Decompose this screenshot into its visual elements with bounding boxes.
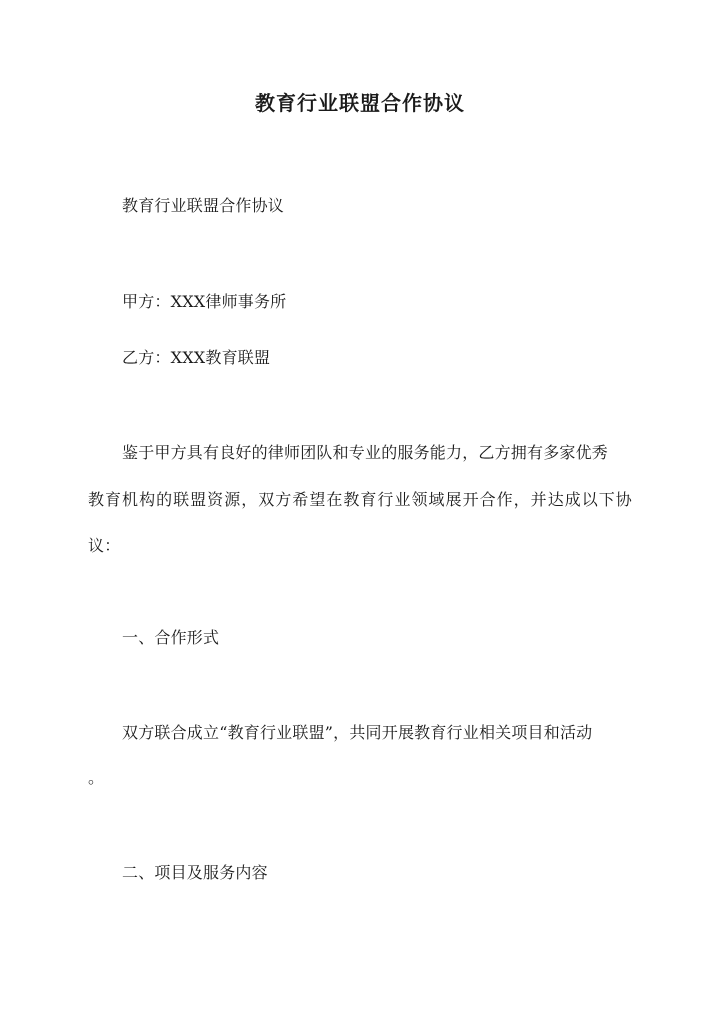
party-b-line: 乙方：XXX教育联盟 (122, 348, 271, 367)
section-1-body-line-1: 双方联合成立“教育行业联盟”，共同开展教育行业相关项目和活动 (122, 723, 593, 742)
party-a-line: 甲方：XXX律师事务所 (122, 292, 287, 311)
section-1-body-line-2: 。 (88, 768, 105, 787)
preamble-line-3: 议： (88, 536, 121, 555)
section-2-heading: 二、项目及服务内容 (122, 863, 268, 882)
agreement-name-line: 教育行业联盟合作协议 (122, 196, 285, 215)
preamble-line-1: 鉴于甲方具有良好的律师团队和专业的服务能力，乙方拥有多家优秀 (122, 443, 609, 462)
document-title: 教育行业联盟合作协议 (255, 91, 465, 115)
section-1-heading: 一、合作形式 (122, 628, 220, 647)
preamble-line-2: 教育机构的联盟资源，双方希望在教育行业领域展开合作，并达成以下协 (88, 490, 632, 509)
